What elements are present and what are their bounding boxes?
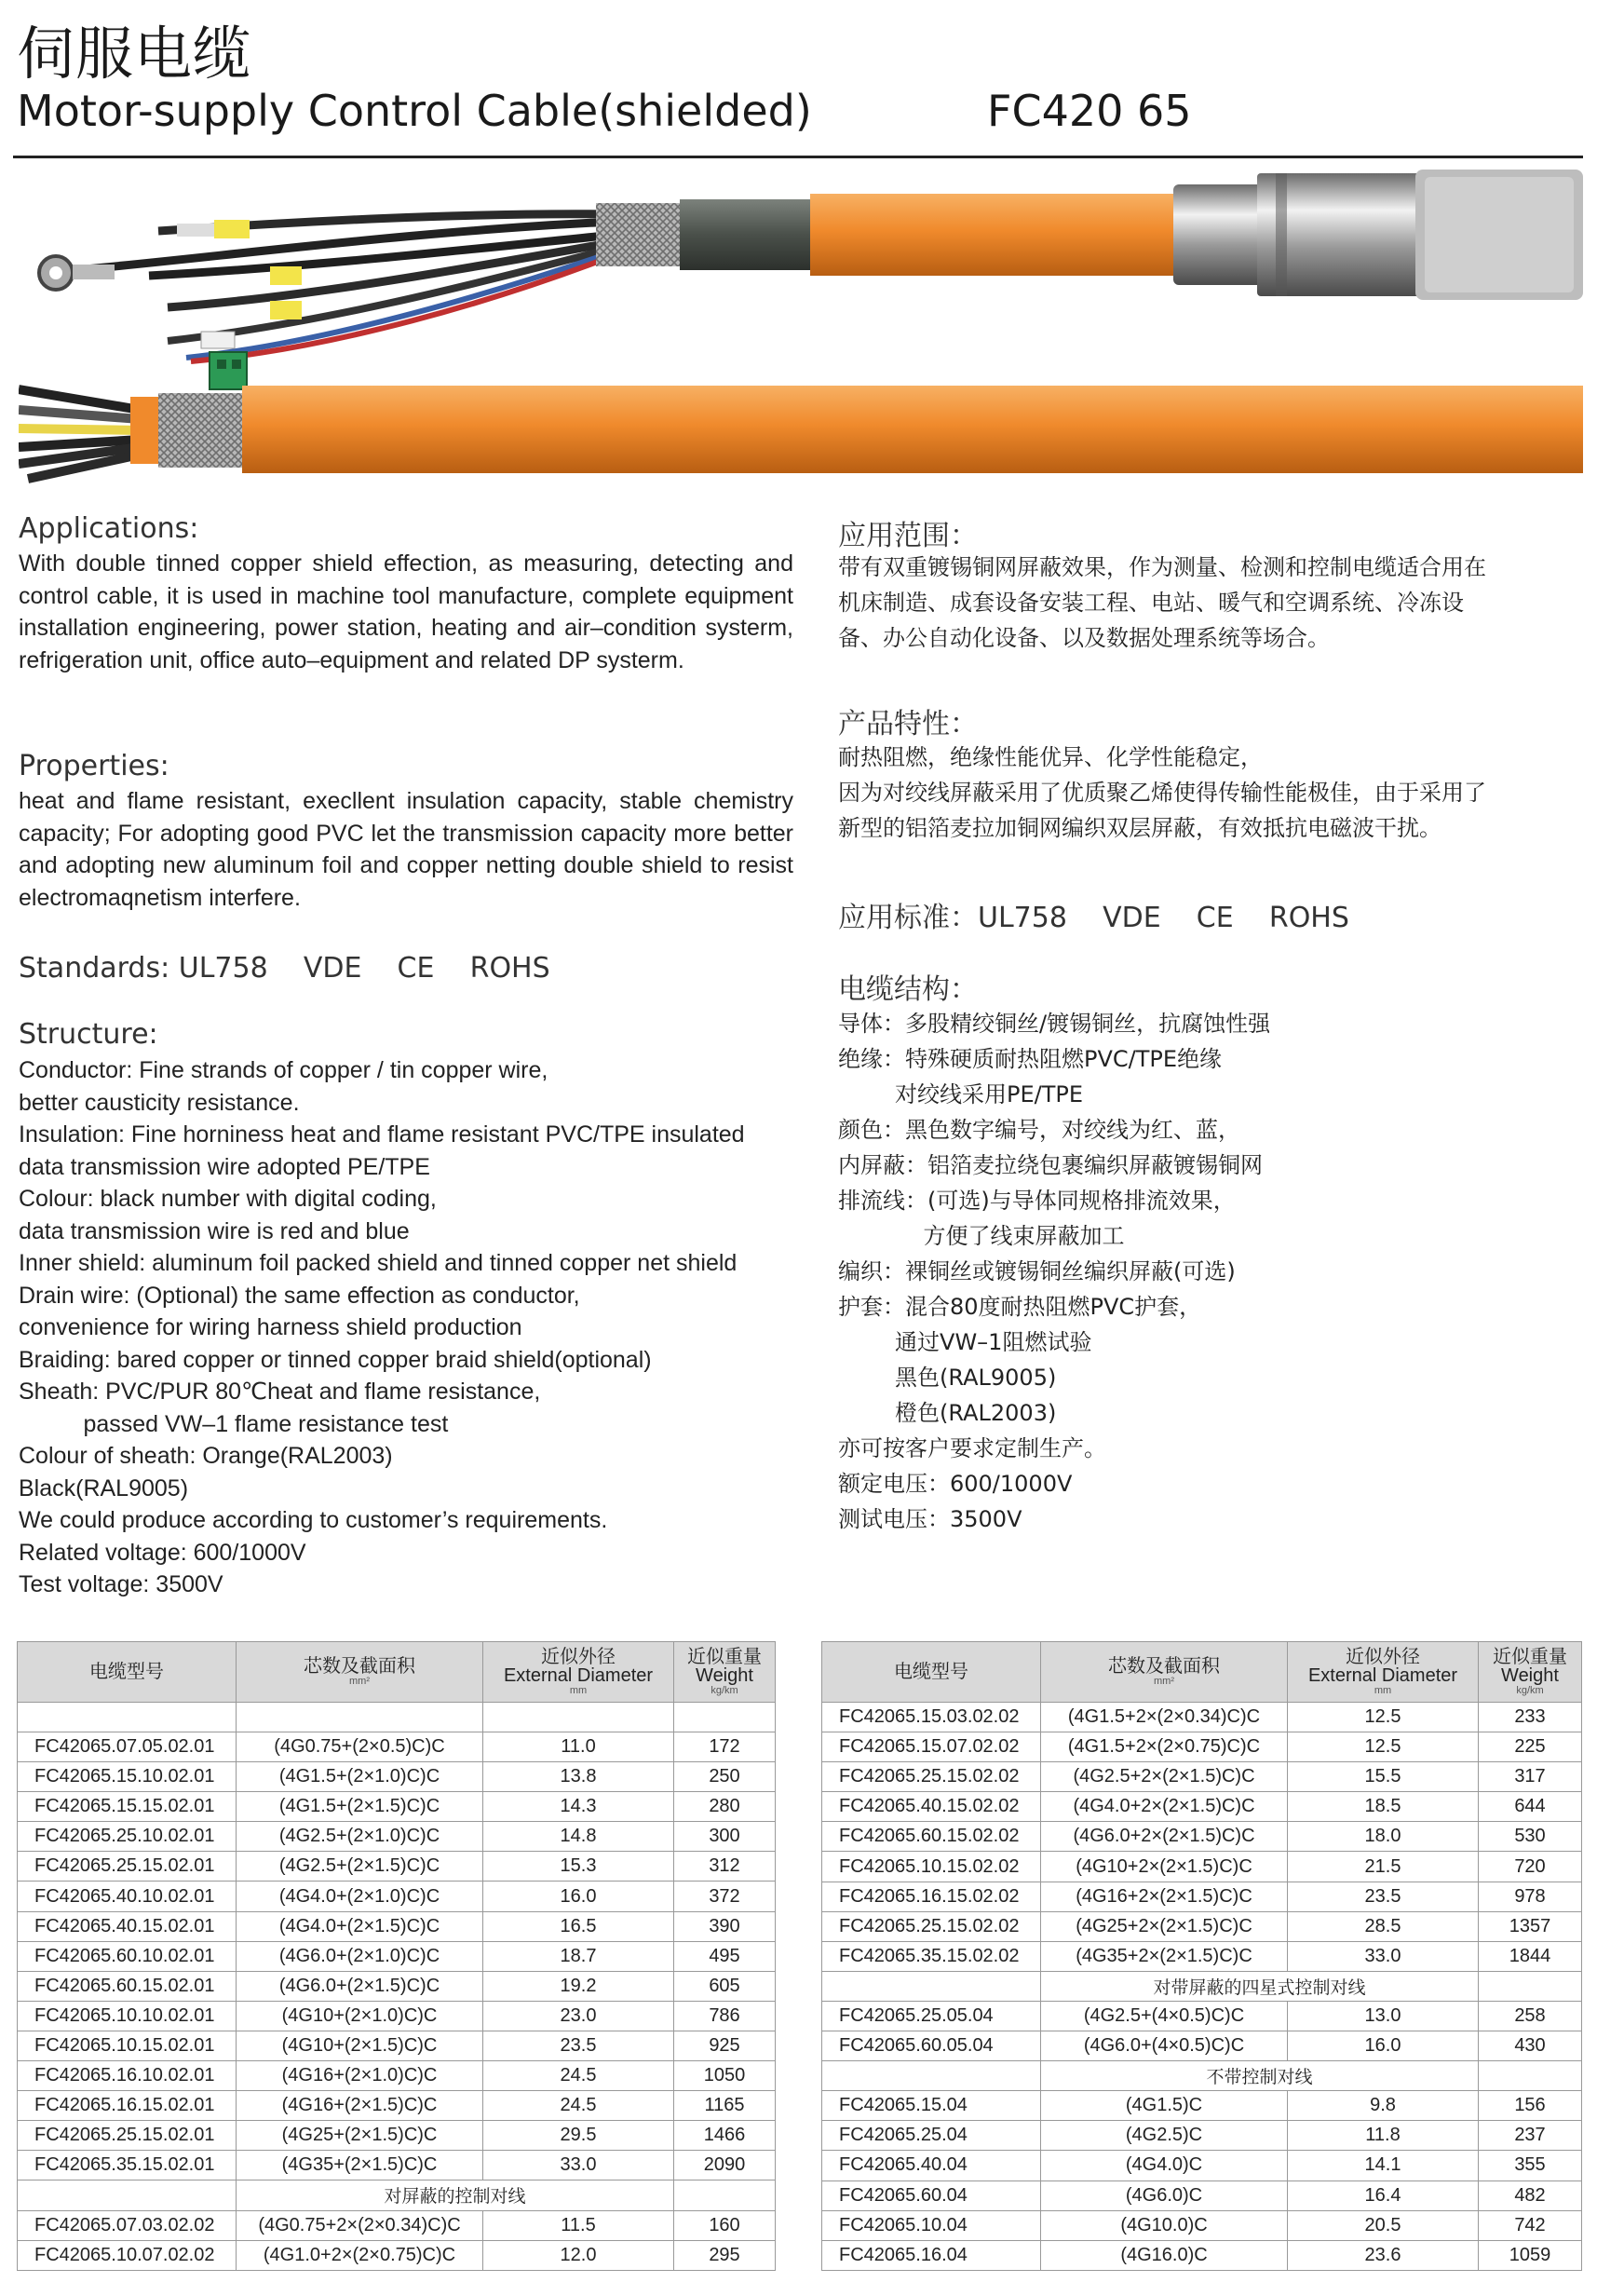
cores-cell: (4G16.0)C xyxy=(1041,2240,1288,2270)
cores-cell: (4G6.0+(2×1.0)C)C xyxy=(237,1941,483,1971)
model-cell: FC42065.40.15.02.01 xyxy=(18,1911,237,1941)
model-cell: FC42065.16.15.02.02 xyxy=(822,1882,1041,1911)
table-row-blank xyxy=(18,1703,776,1732)
table-row xyxy=(822,2031,1582,2061)
group-label: 不带控制对线 xyxy=(1041,2061,1479,2091)
model-cell: FC42065.10.15.02.02 xyxy=(822,1852,1041,1882)
model-cell: FC42065.60.15.02.02 xyxy=(822,1822,1041,1852)
diameter-cell: 21.5 xyxy=(1288,1852,1479,1882)
table-row xyxy=(822,1882,1582,1911)
weight-cell: 482 xyxy=(1479,2181,1582,2210)
table-row xyxy=(18,2031,776,2060)
weight-cell: 530 xyxy=(1479,1822,1582,1852)
cores-cell: (4G16+2×(2×1.5)C)C xyxy=(1041,1882,1288,1911)
table-row xyxy=(18,2210,776,2240)
text-line: Conductor: Fine strands of copper / tin copper wire, xyxy=(19,1057,548,1083)
text-line: 通过VW–1阻燃试验 xyxy=(838,1329,1092,1355)
text-line: Black(RAL9005) xyxy=(19,1474,189,1501)
model-cell: FC42065.15.03.02.02 xyxy=(822,1703,1041,1732)
table-row xyxy=(18,2001,776,2031)
spec-table-right xyxy=(821,1641,1582,2271)
table-cell xyxy=(674,2181,776,2210)
text-line: 方便了线束屏蔽加工 xyxy=(838,1223,1125,1249)
model-cell: FC42065.10.04 xyxy=(822,2210,1041,2240)
text-line: 橙色(RAL2003) xyxy=(838,1400,1057,1426)
header-cores: 芯数及截面积 mm² xyxy=(1041,1642,1288,1703)
text-line: Drain wire: (Optional) the same effection as conductor, xyxy=(19,1282,580,1309)
model-cell: FC42065.07.05.02.01 xyxy=(18,1732,237,1762)
text-line: 排流线：(可选)与导体同规格排流效果， xyxy=(838,1188,1236,1214)
diameter-cell: 12.5 xyxy=(1288,1732,1479,1762)
properties-heading-zh: 产品特性： xyxy=(838,708,978,740)
standards-line-zh: 应用标准：UL758 VDE CE ROHS xyxy=(838,902,1349,934)
text-line: Related voltage: 600/1000V xyxy=(19,1539,306,1566)
text-line: 护套：混合80度耐热阻燃PVC护套， xyxy=(838,1294,1202,1320)
bottom-cable-sheath xyxy=(242,386,1583,473)
weight-cell: 978 xyxy=(1479,1882,1582,1911)
weight-cell: 300 xyxy=(674,1822,776,1852)
weight-cell: 1165 xyxy=(674,2091,776,2121)
text-line: convenience for wiring harness shield production xyxy=(19,1314,522,1340)
table-row xyxy=(822,1852,1582,1882)
text-line: data transmission wire is red and blue xyxy=(19,1217,410,1244)
table-cell xyxy=(237,1703,483,1732)
weight-cell: 372 xyxy=(674,1882,776,1911)
diameter-cell: 33.0 xyxy=(1288,1941,1479,1971)
table-group-row xyxy=(822,2061,1582,2091)
cores-cell: (4G10.0)C xyxy=(1041,2210,1288,2240)
cable-product-photo xyxy=(19,166,1583,501)
weight-cell: 786 xyxy=(674,2001,776,2031)
weight-cell: 295 xyxy=(674,2240,776,2270)
diameter-cell: 18.7 xyxy=(483,1941,674,1971)
table-cell xyxy=(1479,2061,1582,2091)
diameter-cell: 14.8 xyxy=(483,1822,674,1852)
applications-heading-zh: 应用范围： xyxy=(838,520,978,552)
text-line: 因为对绞线屏蔽采用了优质聚乙烯使得传输性能极佳，由于采用了 xyxy=(838,780,1486,806)
weight-cell: 172 xyxy=(674,1732,776,1762)
weight-cell: 312 xyxy=(674,1852,776,1882)
weight-cell: 2090 xyxy=(674,2151,776,2181)
cores-cell: (4G2.5+(4×0.5)C)C xyxy=(1041,2001,1288,2031)
cores-cell: (4G35+(2×1.5)C)C xyxy=(237,2151,483,2181)
applications-text-zh xyxy=(838,550,1583,656)
model-cell: FC42065.60.15.02.01 xyxy=(18,1971,237,2001)
cores-cell: (4G25+(2×1.5)C)C xyxy=(237,2121,483,2151)
header-model: 电缆型号 xyxy=(18,1642,237,1703)
weight-cell: 720 xyxy=(1479,1852,1582,1882)
text-line: 绝缘：特殊硬质耐热阻燃PVC/TPE绝缘 xyxy=(838,1046,1223,1072)
text-line: passed VW–1 flame resistance test xyxy=(19,1410,449,1437)
text-line: Colour of sheath: Orange(RAL2003) xyxy=(19,1443,393,1469)
text-line: 带有双重镀锡铜网屏蔽效果，作为测量、检测和控制电缆适合用在 xyxy=(838,554,1486,580)
diameter-cell: 11.5 xyxy=(483,2210,674,2240)
model-cell: FC42065.10.15.02.01 xyxy=(18,2031,237,2060)
model-cell: FC42065.15.07.02.02 xyxy=(822,1732,1041,1762)
diameter-cell: 33.0 xyxy=(483,2151,674,2181)
diameter-cell: 15.3 xyxy=(483,1852,674,1882)
diameter-cell: 19.2 xyxy=(483,1971,674,2001)
model-cell: FC42065.40.04 xyxy=(822,2151,1041,2181)
diameter-cell: 18.0 xyxy=(1288,1822,1479,1852)
diameter-cell: 16.4 xyxy=(1288,2181,1479,2210)
table-row xyxy=(822,1911,1582,1941)
cores-cell: (4G1.5)C xyxy=(1041,2091,1288,2121)
diameter-cell: 11.8 xyxy=(1288,2121,1479,2151)
diameter-cell: 12.5 xyxy=(1288,1703,1479,1732)
applications-text: With double tinned copper shield effection, as measuring, detecting and control cable, it is used in machine tool manufacture, complete equipment installation engineering, power station, heating and air–condition systerm, refrigeration unit, office auto–equipment and related DP systerm. xyxy=(19,550,793,673)
table-cell xyxy=(674,1703,776,1732)
table-row xyxy=(18,1882,776,1911)
text-line: better causticity resistance. xyxy=(19,1089,300,1116)
model-cell: FC42065.25.15.02.01 xyxy=(18,2121,237,2151)
weight-cell: 225 xyxy=(1479,1732,1582,1762)
model-cell: FC42065.10.10.02.01 xyxy=(18,2001,237,2031)
diameter-cell: 24.5 xyxy=(483,2061,674,2091)
model-cell: FC42065.15.10.02.01 xyxy=(18,1762,237,1792)
model-cell: FC42065.07.03.02.02 xyxy=(18,2210,237,2240)
table-cell xyxy=(18,1703,237,1732)
cores-cell: (4G1.5+2×(2×0.75)C)C xyxy=(1041,1732,1288,1762)
weight-cell: 237 xyxy=(1479,2121,1582,2151)
weight-cell: 605 xyxy=(674,1971,776,2001)
cores-cell: (4G4.0)C xyxy=(1041,2151,1288,2181)
properties-text-zh xyxy=(838,740,1583,846)
weight-cell: 156 xyxy=(1479,2091,1582,2121)
cores-cell: (4G4.0+(2×1.5)C)C xyxy=(237,1911,483,1941)
group-label: 对带屏蔽的四星式控制对线 xyxy=(1041,1971,1479,2001)
text-line: data transmission wire adopted PE/TPE xyxy=(19,1153,430,1180)
diameter-cell: 14.3 xyxy=(483,1792,674,1822)
header-model: 电缆型号 xyxy=(822,1642,1041,1703)
table-cell xyxy=(822,2061,1041,2091)
text-line: 耐热阻燃，绝缘性能优异、化学性能稳定， xyxy=(838,744,1263,770)
diameter-cell: 23.5 xyxy=(483,2031,674,2060)
cores-cell: (4G0.75+(2×0.5)C)C xyxy=(237,1732,483,1762)
top-cable-braid xyxy=(596,203,689,266)
model-cell: FC42065.25.05.04 xyxy=(822,2001,1041,2031)
table-row xyxy=(18,1732,776,1762)
cores-cell: (4G1.5+2×(2×0.34)C)C xyxy=(1041,1703,1288,1732)
text-line: 黑色(RAL9005) xyxy=(838,1365,1057,1391)
cores-cell: (4G1.0+2×(2×0.75)C)C xyxy=(237,2240,483,2270)
weight-cell: 250 xyxy=(674,1762,776,1792)
structure-heading-zh: 电缆结构： xyxy=(838,973,978,1006)
model-cell: FC42065.16.10.02.01 xyxy=(18,2061,237,2091)
text-line: 亦可按客户要求定制生产。 xyxy=(838,1435,1106,1461)
table-row xyxy=(18,2151,776,2181)
cores-cell: (4G6.0)C xyxy=(1041,2181,1288,2210)
text-line: 对绞线采用PE/TPE xyxy=(838,1081,1084,1107)
table-cell xyxy=(18,2181,237,2210)
table-row xyxy=(18,1822,776,1852)
cores-cell: (4G2.5+(2×1.0)C)C xyxy=(237,1822,483,1852)
cores-cell: (4G0.75+2×(2×0.34)C)C xyxy=(237,2210,483,2240)
weight-cell: 233 xyxy=(1479,1703,1582,1732)
text-line: Insulation: Fine horniness heat and flame resistant PVC/TPE insulated xyxy=(19,1121,745,1148)
diameter-cell: 14.1 xyxy=(1288,2151,1479,2181)
weight-cell: 1844 xyxy=(1479,1941,1582,1971)
page-title-chinese: 伺服电缆 xyxy=(17,20,252,88)
text-line: Colour: black number with digital coding, xyxy=(19,1186,437,1212)
text-line: 导体：多股精绞铜丝/镀锡铜丝，抗腐蚀性强 xyxy=(838,1011,1271,1037)
group-label: 对屏蔽的控制对线 xyxy=(237,2181,674,2210)
cores-cell: (4G6.0+2×(2×1.5)C)C xyxy=(1041,1822,1288,1852)
diameter-cell: 12.0 xyxy=(483,2240,674,2270)
diameter-cell: 28.5 xyxy=(1288,1911,1479,1941)
table-row xyxy=(822,2210,1582,2240)
table-cell xyxy=(1479,1971,1582,2001)
model-cell: FC42065.40.15.02.02 xyxy=(822,1792,1041,1822)
cores-cell: (4G6.0+(4×0.5)C)C xyxy=(1041,2031,1288,2061)
title-divider xyxy=(13,156,1583,158)
table-row xyxy=(18,1762,776,1792)
table-header-row xyxy=(822,1642,1582,1703)
table-row xyxy=(18,2061,776,2091)
table-row xyxy=(822,2240,1582,2270)
text-line: Test voltage: 3500V xyxy=(19,1571,223,1597)
model-cell: FC42065.16.04 xyxy=(822,2240,1041,2270)
diameter-cell: 16.0 xyxy=(1288,2031,1479,2061)
table-row xyxy=(822,2181,1582,2210)
model-cell: FC42065.25.04 xyxy=(822,2121,1041,2151)
table-group-row xyxy=(822,1971,1582,2001)
table-cell xyxy=(822,1971,1041,2001)
model-cell: FC42065.60.04 xyxy=(822,2181,1041,2210)
cores-cell: (4G4.0+(2×1.0)C)C xyxy=(237,1882,483,1911)
structure-heading: Structure: xyxy=(19,1018,158,1051)
structure-list-zh xyxy=(838,1006,1583,1537)
table-row xyxy=(822,2091,1582,2121)
model-cell: FC42065.35.15.02.01 xyxy=(18,2151,237,2181)
text-line: Braiding: bared copper or tinned copper braid shield(optional) xyxy=(19,1346,652,1373)
diameter-cell: 18.5 xyxy=(1288,1792,1479,1822)
text-line: We could produce according to customer’s requirements. xyxy=(19,1507,608,1533)
properties-heading: Properties: xyxy=(19,750,169,782)
model-cell: FC42065.25.15.02.02 xyxy=(822,1911,1041,1941)
diameter-cell: 9.8 xyxy=(1288,2091,1479,2121)
model-cell: FC42065.15.15.02.01 xyxy=(18,1792,237,1822)
model-cell: FC42065.60.10.02.01 xyxy=(18,1941,237,1971)
text-line: 机床制造、成套设备安装工程、电站、暖气和空调系统、冷冻设 xyxy=(838,590,1464,616)
cores-cell: (4G1.5+(2×1.0)C)C xyxy=(237,1762,483,1792)
model-cell: FC42065.25.10.02.01 xyxy=(18,1822,237,1852)
diameter-cell: 13.8 xyxy=(483,1762,674,1792)
cores-cell: (4G10+(2×1.0)C)C xyxy=(237,2001,483,2031)
model-cell: FC42065.40.10.02.01 xyxy=(18,1882,237,1911)
table-row xyxy=(822,1703,1582,1732)
text-line: 新型的铝箔麦拉加铜网编织双层屏蔽，有效抵抗电磁波干扰。 xyxy=(838,815,1441,841)
model-cell: FC42065.25.15.02.01 xyxy=(18,1852,237,1882)
cores-cell: (4G25+2×(2×1.5)C)C xyxy=(1041,1911,1288,1941)
table-group-row xyxy=(18,2181,776,2210)
model-cell: FC42065.16.15.02.01 xyxy=(18,2091,237,2121)
structure-list xyxy=(19,1054,801,1601)
cores-cell: (4G2.5+(2×1.5)C)C xyxy=(237,1852,483,1882)
model-cell: FC42065.25.15.02.02 xyxy=(822,1762,1041,1792)
model-cell: FC42065.15.04 xyxy=(822,2091,1041,2121)
table-row xyxy=(18,1971,776,2001)
standards-line: Standards: UL758 VDE CE ROHS xyxy=(19,952,550,985)
diameter-cell: 16.5 xyxy=(483,1911,674,1941)
text-line: 编织：裸铜丝或镀锡铜丝编织屏蔽(可选) xyxy=(838,1258,1236,1284)
text-line: 额定电压：600/1000V xyxy=(838,1471,1073,1497)
page-title-english: Motor-supply Control Cable(shielded) xyxy=(17,86,812,136)
text-line: 测试电压：3500V xyxy=(838,1506,1022,1532)
weight-cell: 1050 xyxy=(674,2061,776,2091)
cores-cell: (4G10+2×(2×1.5)C)C xyxy=(1041,1852,1288,1882)
model-cell: FC42065.60.05.04 xyxy=(822,2031,1041,2061)
diameter-cell: 16.0 xyxy=(483,1882,674,1911)
text-line: 颜色：黑色数字编号，对绞线为红、蓝， xyxy=(838,1117,1240,1143)
diameter-cell: 29.5 xyxy=(483,2121,674,2151)
model-cell: FC42065.10.07.02.02 xyxy=(18,2240,237,2270)
table-row xyxy=(18,1792,776,1822)
table-row xyxy=(822,2151,1582,2181)
diameter-cell: 24.5 xyxy=(483,2091,674,2121)
table-row xyxy=(822,2121,1582,2151)
weight-cell: 925 xyxy=(674,2031,776,2060)
diameter-cell: 11.0 xyxy=(483,1732,674,1762)
applications-heading: Applications: xyxy=(19,512,199,545)
text-line: Inner shield: aluminum foil packed shield and tinned copper net shield xyxy=(19,1250,738,1276)
diameter-cell: 20.5 xyxy=(1288,2210,1479,2240)
table-row xyxy=(822,1941,1582,1971)
cores-cell: (4G2.5+2×(2×1.5)C)C xyxy=(1041,1762,1288,1792)
table-row xyxy=(822,2001,1582,2031)
text-line: Sheath: PVC/PUR 80℃heat and flame resistance, xyxy=(19,1379,541,1405)
diameter-cell: 23.5 xyxy=(1288,1882,1479,1911)
top-cable-sheath xyxy=(810,194,1201,276)
weight-cell: 1357 xyxy=(1479,1911,1582,1941)
weight-cell: 742 xyxy=(1479,2210,1582,2240)
properties-text: heat and flame resistant, execllent insulation capacity, stable chemistry capacity; For adopting good PVC let the transmission capacity more better and adopting new aluminum foil and copper netting double shield to resist electromaqnetism interfere. xyxy=(19,788,793,911)
weight-cell: 280 xyxy=(674,1792,776,1822)
table-cell xyxy=(483,1703,674,1732)
table-row xyxy=(18,2121,776,2151)
cores-cell: (4G35+2×(2×1.5)C)C xyxy=(1041,1941,1288,1971)
table-row xyxy=(18,2240,776,2270)
text-line: 内屏蔽：铝箔麦拉绕包裹编织屏蔽镀锡铜网 xyxy=(838,1152,1263,1178)
header-diameter: 近似外径 External Diameter mm xyxy=(1288,1642,1479,1703)
weight-cell: 355 xyxy=(1479,2151,1582,2181)
diameter-cell: 23.0 xyxy=(483,2001,674,2031)
weight-cell: 1059 xyxy=(1479,2240,1582,2270)
weight-cell: 1466 xyxy=(674,2121,776,2151)
cores-cell: (4G2.5)C xyxy=(1041,2121,1288,2151)
table-row xyxy=(822,1732,1582,1762)
cores-cell: (4G1.5+(2×1.5)C)C xyxy=(237,1792,483,1822)
diameter-cell: 23.6 xyxy=(1288,2240,1479,2270)
cores-cell: (4G4.0+2×(2×1.5)C)C xyxy=(1041,1792,1288,1822)
weight-cell: 317 xyxy=(1479,1762,1582,1792)
top-cable-inner-jacket xyxy=(680,199,829,270)
bottom-cable-wires xyxy=(19,389,140,479)
cores-cell: (4G6.0+(2×1.5)C)C xyxy=(237,1971,483,2001)
spec-table-left xyxy=(17,1641,776,2271)
weight-cell: 258 xyxy=(1479,2001,1582,2031)
weight-cell: 644 xyxy=(1479,1792,1582,1822)
diameter-cell: 13.0 xyxy=(1288,2001,1479,2031)
header-cores: 芯数及截面积 mm² xyxy=(237,1642,483,1703)
cores-cell: (4G16+(2×1.0)C)C xyxy=(237,2061,483,2091)
cores-cell: (4G10+(2×1.5)C)C xyxy=(237,2031,483,2060)
weight-cell: 430 xyxy=(1479,2031,1582,2061)
weight-cell: 160 xyxy=(674,2210,776,2240)
table-row xyxy=(18,1911,776,1941)
header-weight: 近似重量 Weight kg/km xyxy=(1479,1642,1582,1703)
header-weight: 近似重量 Weight kg/km xyxy=(674,1642,776,1703)
cores-cell: (4G16+(2×1.5)C)C xyxy=(237,2091,483,2121)
table-row xyxy=(822,1822,1582,1852)
table-row xyxy=(18,1852,776,1882)
table-header-row xyxy=(18,1642,776,1703)
weight-cell: 495 xyxy=(674,1941,776,1971)
table-row xyxy=(822,1762,1582,1792)
connector-body xyxy=(1173,184,1266,285)
table-row xyxy=(18,1941,776,1971)
table-row xyxy=(18,2091,776,2121)
model-cell: FC42065.35.15.02.02 xyxy=(822,1941,1041,1971)
header-diameter: 近似外径 External Diameter mm xyxy=(483,1642,674,1703)
table-row xyxy=(822,1792,1582,1822)
weight-cell: 390 xyxy=(674,1911,776,1941)
text-line: 备、办公自动化设备、以及数据处理系统等场合。 xyxy=(838,625,1330,651)
product-code: FC420 65 xyxy=(987,86,1192,136)
top-cable-wires xyxy=(39,214,615,389)
diameter-cell: 15.5 xyxy=(1288,1762,1479,1792)
